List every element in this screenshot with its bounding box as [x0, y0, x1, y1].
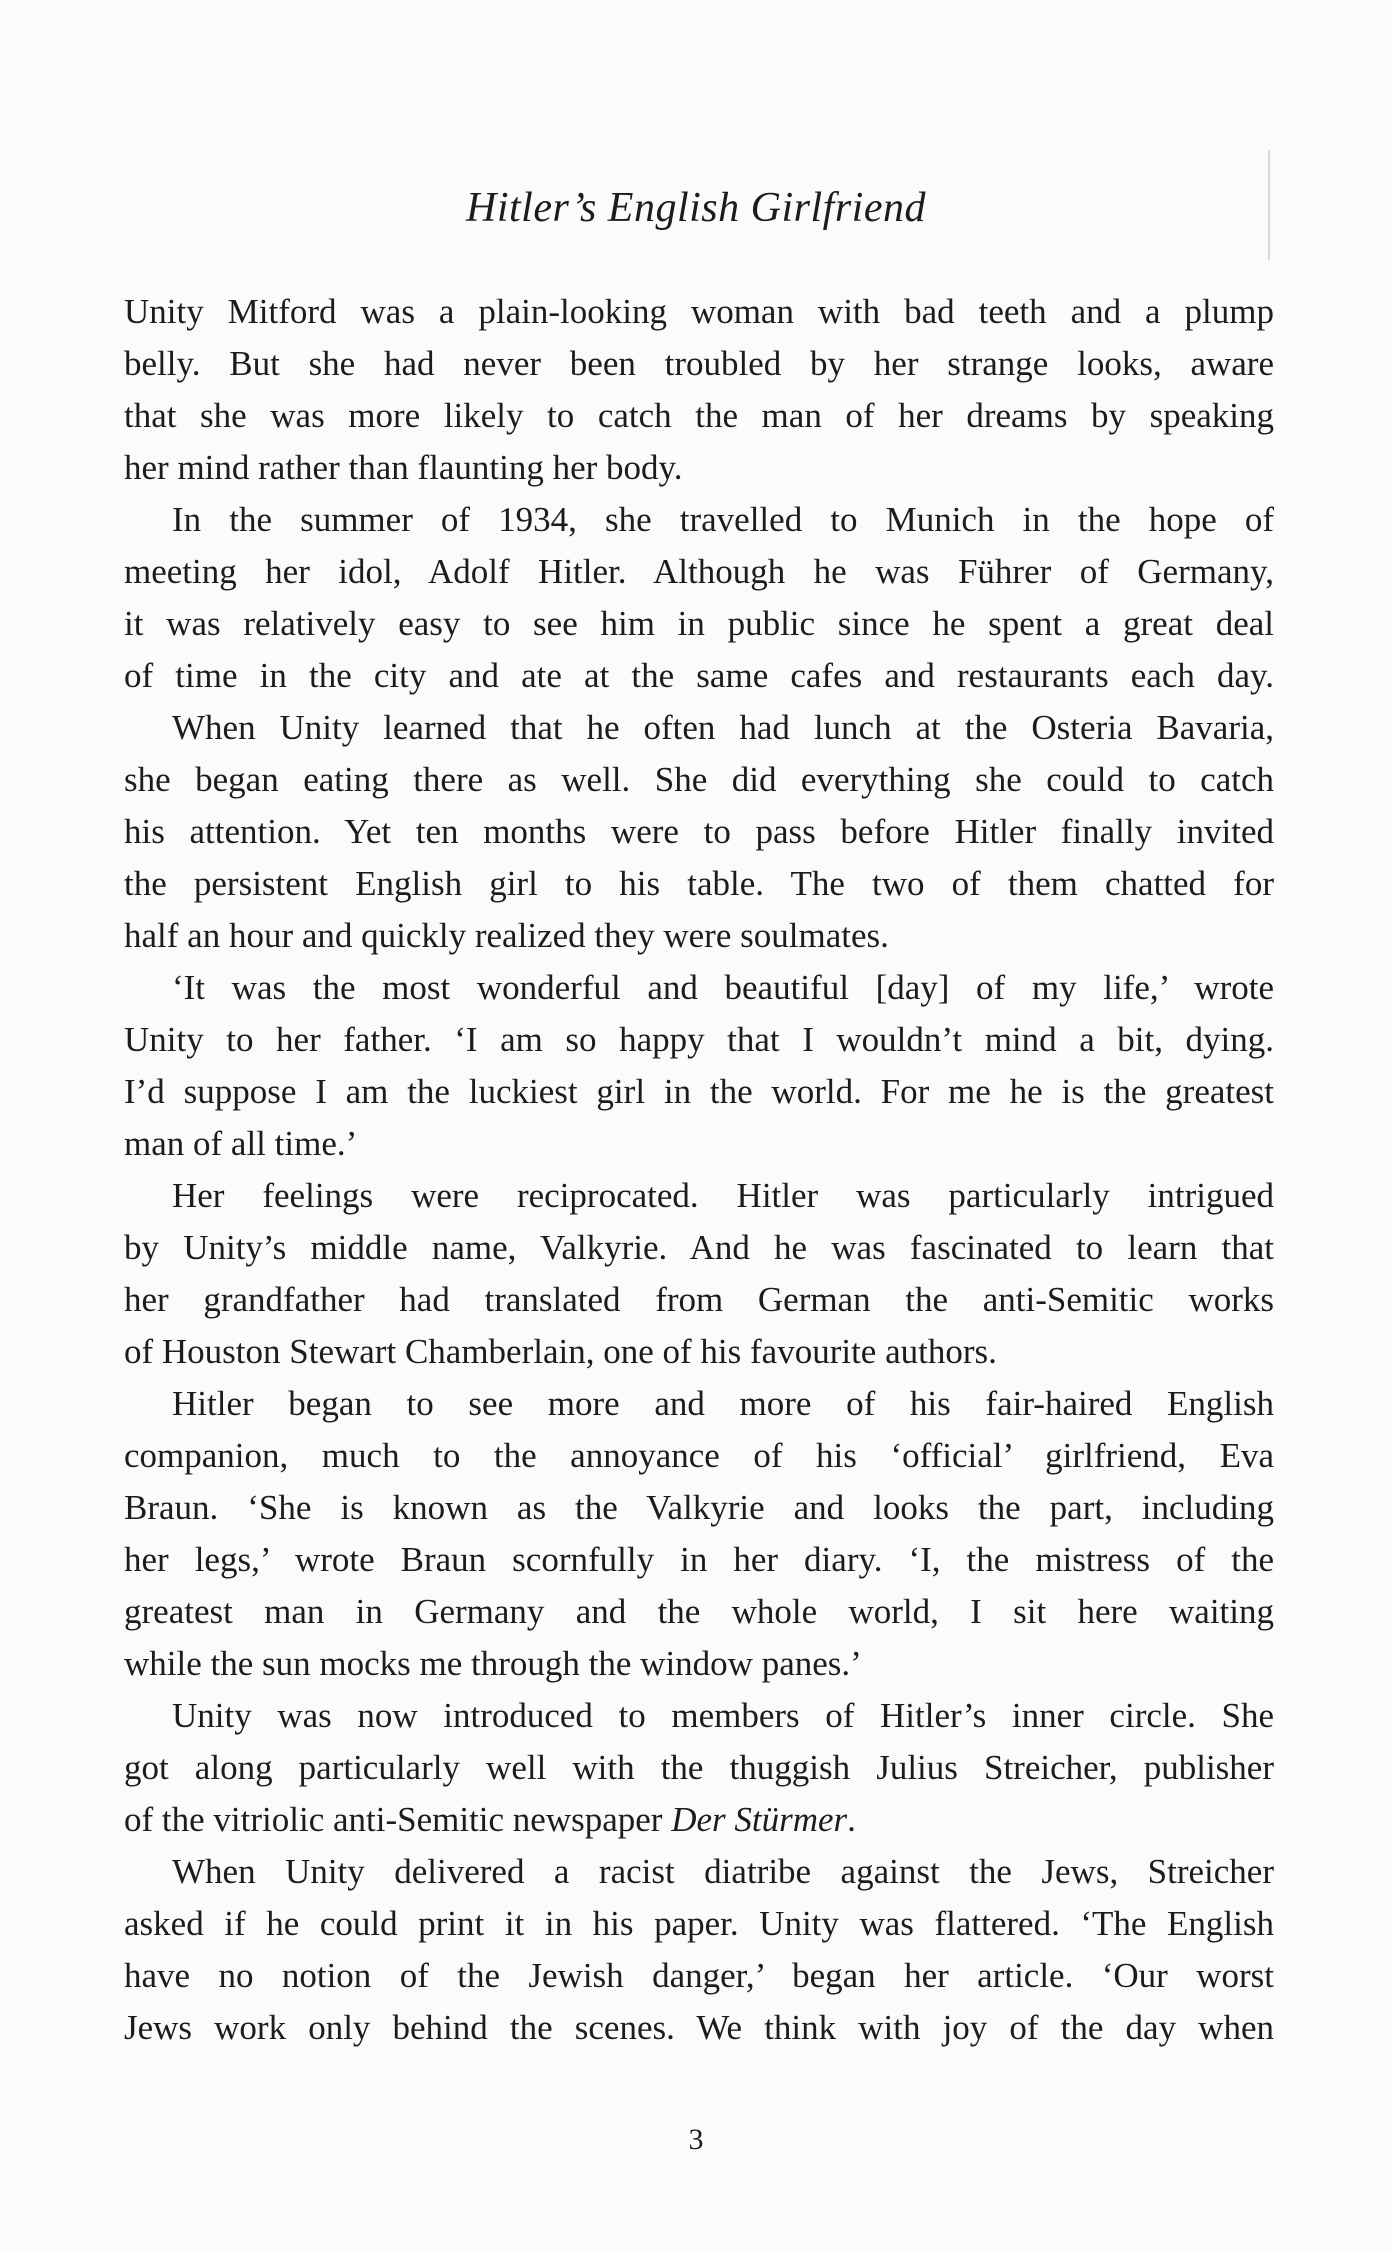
text-line: Unity Mitford was a plain-looking woman with bad teeth and a plump	[124, 292, 1274, 331]
text-line: his attention. Yet ten months were to pass before Hitler finally invited	[124, 812, 1274, 851]
paragraph-1	[124, 286, 1274, 494]
text-line: I’d suppose I am the luckiest girl in the world. For me he is the greatest	[124, 1072, 1274, 1111]
paragraph-6	[124, 1378, 1274, 1690]
text-line: by Unity’s middle name, Valkyrie. And he was fascinated to learn that	[124, 1228, 1274, 1267]
text-line: Her feelings were reciprocated. Hitler was particularly intrigued	[172, 1176, 1274, 1215]
text-line: the persistent English girl to his table. The two of them chatted for	[124, 864, 1274, 903]
text-line: her mind rather than flaunting her body.	[124, 448, 683, 487]
text-line: When Unity learned that he often had lunch at the Osteria Bavaria,	[172, 708, 1274, 747]
text-line: that she was more likely to catch the man of her dreams by speaking	[124, 396, 1274, 435]
text-line: she began eating there as well. She did everything she could to catch	[124, 760, 1274, 799]
text-line: asked if he could print it in his paper. Unity was flattered. ‘The English	[124, 1904, 1274, 1943]
text-line: belly. But she had never been troubled by her strange looks, aware	[124, 344, 1274, 383]
paragraph-2	[124, 494, 1274, 702]
paragraph-8	[124, 1846, 1274, 2054]
text-line: it was relatively easy to see him in public since he spent a great deal	[124, 604, 1274, 643]
text-line: Jews work only behind the scenes. We think with joy of the day when	[124, 2008, 1274, 2047]
text-line: her grandfather had translated from German the anti-Semitic works	[124, 1280, 1274, 1319]
text-line: When Unity delivered a racist diatribe against the Jews, Streicher	[172, 1852, 1274, 1891]
text-line: Braun. ‘She is known as the Valkyrie and looks the part, including	[124, 1488, 1274, 1527]
text-line: got along particularly well with the thuggish Julius Streicher, publisher	[124, 1748, 1274, 1787]
text-line: her legs,’ wrote Braun scornfully in her diary. ‘I, the mistress of the	[124, 1540, 1274, 1579]
text-line: meeting her idol, Adolf Hitler. Although he was Führer of Germany,	[124, 552, 1274, 591]
chapter-title: Hitler’s English Girlfriend	[466, 185, 926, 231]
text-line: In the summer of 1934, she travelled to Munich in the hope of	[172, 500, 1274, 539]
paragraph-5	[124, 1170, 1274, 1378]
text-line: companion, much to the annoyance of his ‘official’ girlfriend, Eva	[124, 1436, 1274, 1475]
text-line: Hitler began to see more and more of his fair-haired English	[172, 1384, 1274, 1423]
text-line: Unity to her father. ‘I am so happy that I wouldn’t mind a bit, dying.	[124, 1020, 1274, 1059]
body-text	[124, 286, 1274, 2054]
paragraph-4	[124, 962, 1274, 1170]
paragraph-7	[124, 1690, 1274, 1846]
text-line: half an hour and quickly realized they were soulmates.	[124, 916, 889, 955]
text-line: of time in the city and ate at the same cafes and restaurants each day.	[124, 656, 1274, 695]
text-line: of the vitriolic anti-Semitic newspaper Der Stürmer.	[124, 1800, 856, 1839]
text-line: Unity was now introduced to members of Hitler’s inner circle. She	[172, 1696, 1274, 1735]
page-number: 3	[688, 2123, 704, 2156]
text-line: ‘It was the most wonderful and beautiful [day] of my life,’ wrote	[172, 968, 1274, 1007]
text-line: man of all time.’	[124, 1124, 358, 1163]
text-line: greatest man in Germany and the whole world, I sit here waiting	[124, 1592, 1274, 1631]
text-line: of Houston Stewart Chamberlain, one of his favourite authors.	[124, 1332, 997, 1371]
text-line: have no notion of the Jewish danger,’ began her article. ‘Our worst	[124, 1956, 1274, 1995]
text-line: while the sun mocks me through the window panes.’	[124, 1644, 862, 1683]
paragraph-3	[124, 702, 1274, 962]
